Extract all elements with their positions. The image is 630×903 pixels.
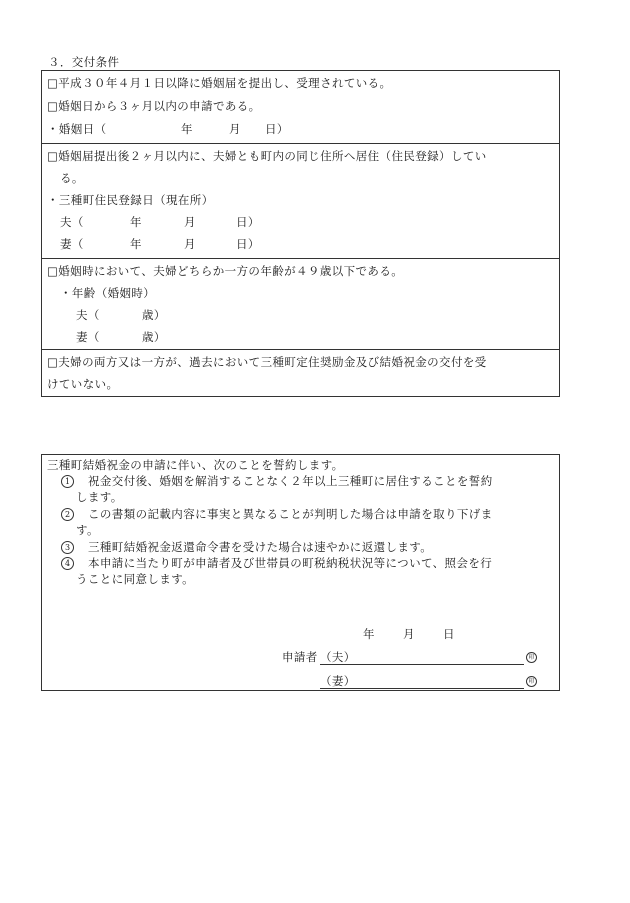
condition-application-period: □婚姻日から３ヶ月以内の申請である。	[47, 99, 261, 113]
conditions-divider	[41, 258, 560, 259]
pledge-item-2-cont: す。	[76, 523, 99, 537]
pledge-intro: 三種町結婚祝金の申請に伴い、次のことを誓約します。	[47, 458, 344, 472]
wife-reg-label: 妻（	[60, 237, 84, 251]
condition-age: □婚姻時において、夫婦どちらか一方の年齢が４９歳以下である。	[47, 264, 404, 278]
husband-reg-day: 日）	[236, 215, 260, 229]
pledge-item-1: 祝金交付後、婚姻を解消することなく２年以上三種町に居住することを誓約	[88, 474, 493, 488]
pledge-number-2: 2	[61, 508, 74, 521]
pledge-date-day: 日	[443, 627, 455, 641]
pledge-number-1: 1	[61, 475, 74, 488]
condition-residence-cont: る。	[60, 171, 84, 185]
wife-tag: （妻）	[320, 674, 356, 688]
pledge-item-3: 三種町結婚祝金返還命令書を受けた場合は速やかに返還します。	[88, 540, 433, 554]
applicant-label: 申請者	[282, 650, 318, 664]
husband-age-unit: 歳）	[142, 308, 166, 322]
conditions-box	[41, 70, 560, 397]
pledge-number-3: 3	[61, 541, 74, 554]
condition-residence: □婚姻届提出後２ヶ月以内に、夫婦とも町内の同じ住所へ居住（住民登録）してい	[47, 149, 487, 163]
pledge-item-2: この書類の記載内容に事実と異なることが判明した場合は申請を取り下げま	[88, 507, 493, 521]
condition-no-prior-grant: □夫婦の両方又は一方が、過去において三種町定住奨励金及び結婚祝金の交付を受	[47, 355, 487, 369]
pledge-item-1-cont: します。	[76, 490, 123, 504]
husband-tag: （夫）	[320, 650, 356, 664]
pledge-date-month: 月	[403, 627, 415, 641]
residence-registration-label: ・三種町住民登録日（現在所）	[47, 193, 214, 207]
conditions-divider	[41, 143, 560, 144]
condition-no-prior-grant-cont: けていない。	[47, 377, 119, 391]
section-heading: ３．交付条件	[48, 55, 120, 69]
marriage-date-day: 日）	[265, 122, 289, 136]
marriage-date-year: 年	[181, 122, 193, 136]
husband-signature-line[interactable]	[320, 664, 524, 665]
husband-reg-year: 年	[130, 215, 142, 229]
pledge-item-4: 本申請に当たり町が申請者及び世帯員の町税納税状況等について、照会を行	[88, 556, 493, 570]
pledge-item-4-cont: うことに同意します。	[76, 572, 195, 586]
pledge-number-4: 4	[61, 557, 74, 570]
marriage-date-month: 月	[229, 122, 241, 136]
conditions-divider	[41, 349, 560, 350]
marriage-date-label: ・婚姻日（	[47, 122, 107, 136]
wife-reg-day: 日）	[236, 237, 260, 251]
wife-age-unit: 歳）	[142, 330, 166, 344]
wife-signature-line[interactable]	[320, 688, 524, 689]
wife-age-label: 妻（	[76, 330, 100, 344]
wife-reg-month: 月	[184, 237, 196, 251]
husband-reg-month: 月	[184, 215, 196, 229]
husband-reg-label: 夫（	[60, 215, 84, 229]
age-label: ・年齢（婚姻時）	[60, 286, 156, 300]
wife-seal-mark: 印	[526, 676, 537, 687]
husband-age-label: 夫（	[76, 308, 100, 322]
condition-marriage-date: □平成３０年４月１日以降に婚姻届を提出し、受理されている。	[47, 76, 392, 90]
pledge-date-year: 年	[363, 627, 375, 641]
wife-reg-year: 年	[130, 237, 142, 251]
husband-seal-mark: 印	[526, 652, 537, 663]
